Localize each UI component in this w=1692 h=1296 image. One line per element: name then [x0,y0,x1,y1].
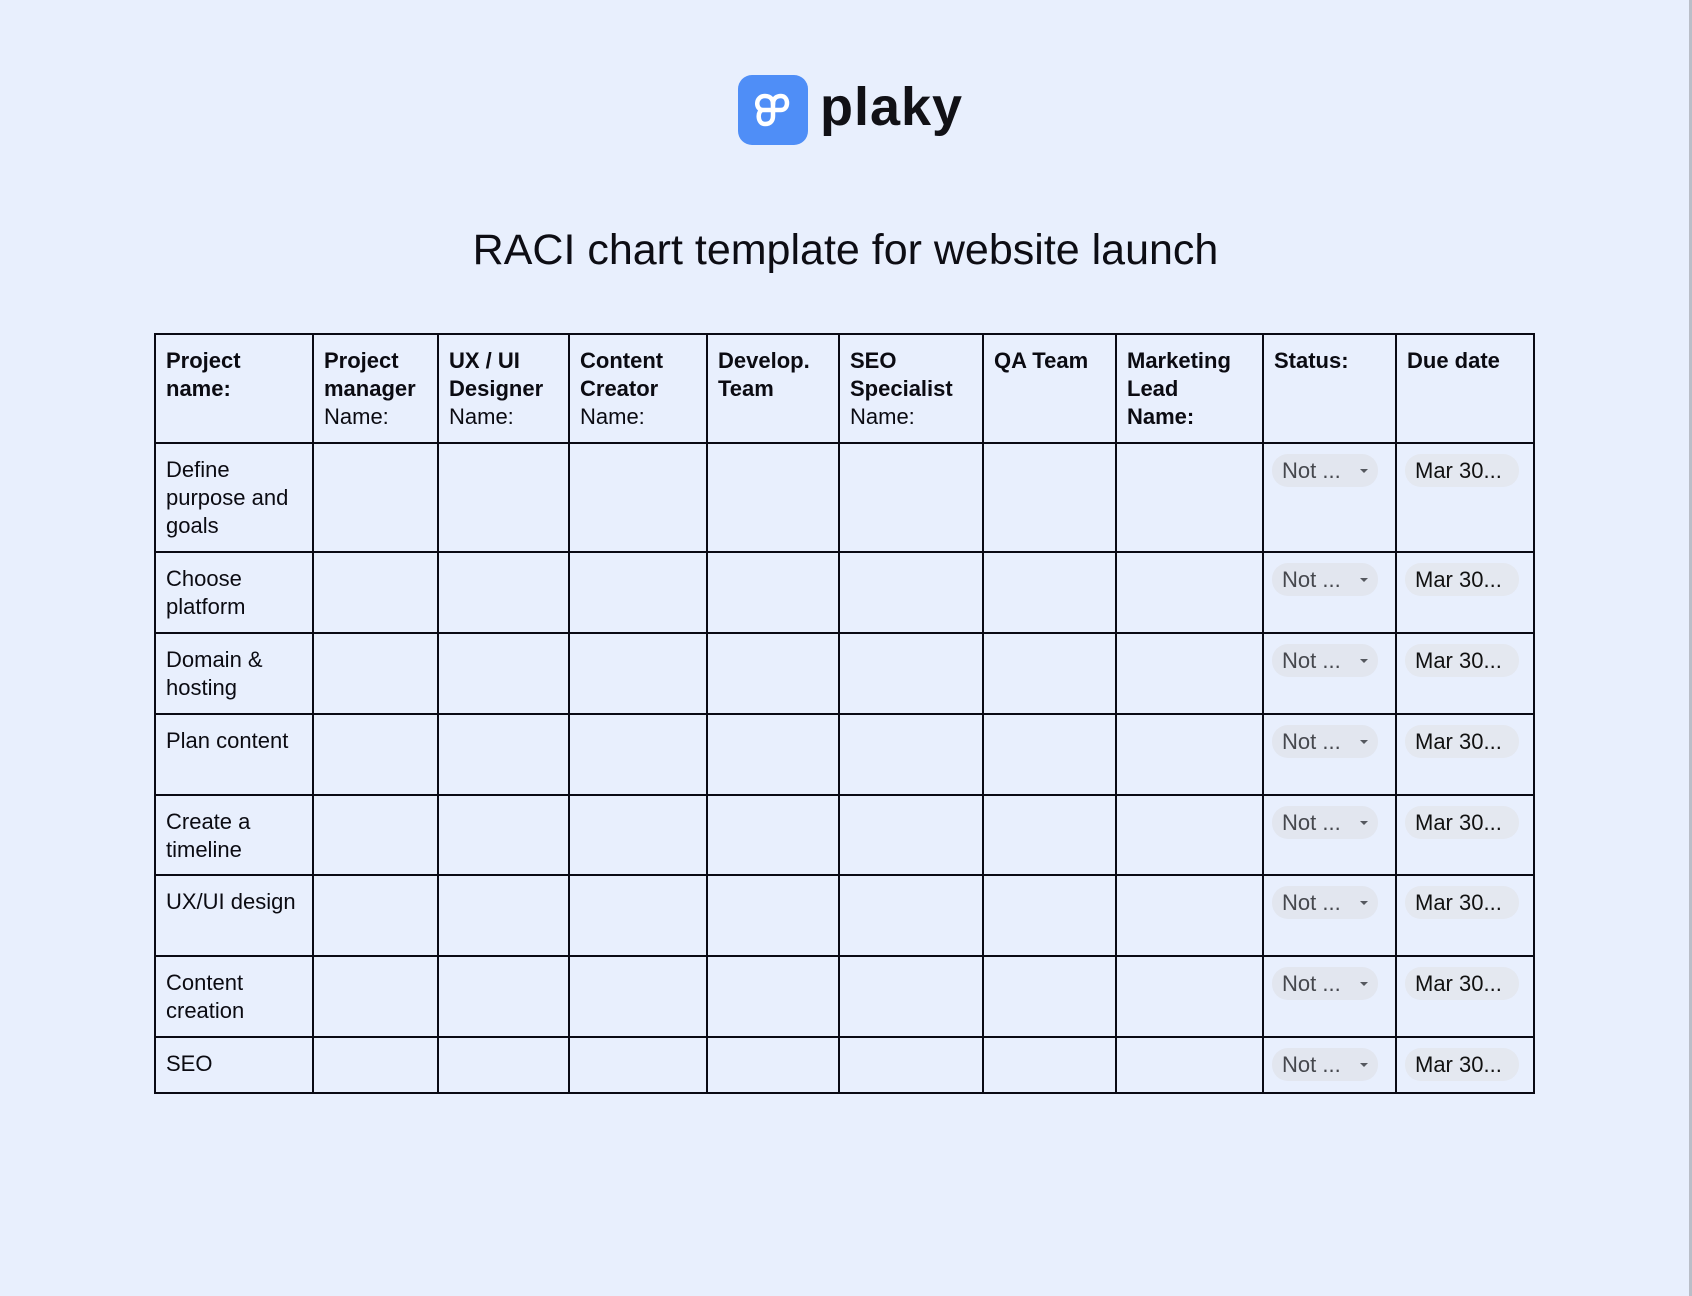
content-creator-cell[interactable] [569,552,707,633]
status-cell [1263,875,1396,956]
content-creator-cell[interactable] [569,1037,707,1093]
seo-specialist-cell[interactable] [839,552,983,633]
caret-down-icon [1360,659,1368,663]
due-date-chip[interactable]: Mar 30... [1405,967,1519,1000]
status-value: Not ... [1282,647,1341,673]
develop-team-cell[interactable] [707,443,839,552]
column-header-status: Status: [1263,334,1396,443]
column-header-project-name: Project name: [155,334,313,443]
seo-specialist-cell[interactable] [839,875,983,956]
status-cell [1263,552,1396,633]
ux-ui-designer-cell[interactable] [438,714,569,795]
content-creator-cell[interactable] [569,633,707,714]
seo-specialist-cell[interactable] [839,443,983,552]
table-row [155,795,1534,875]
seo-specialist-cell[interactable] [839,714,983,795]
table-row [155,1037,1534,1093]
table-row [155,956,1534,1037]
status-value: Not ... [1282,1051,1341,1077]
caret-down-icon [1360,1063,1368,1067]
status-cell [1263,443,1396,552]
develop-team-cell[interactable] [707,956,839,1037]
caret-down-icon [1360,740,1368,744]
caret-down-icon [1360,821,1368,825]
task-cell: UX/UI design [155,875,313,956]
qa-team-cell[interactable] [983,795,1116,875]
status-cell [1263,633,1396,714]
column-header-marketing-lead: Marketing Lead Name: [1116,334,1263,443]
task-cell: Plan content [155,714,313,795]
table-row [155,443,1534,552]
marketing-lead-cell[interactable] [1116,552,1263,633]
status-value: Not ... [1282,889,1341,915]
qa-team-cell[interactable] [983,875,1116,956]
status-cell [1263,956,1396,1037]
due-date-chip[interactable]: Mar 30... [1405,563,1519,596]
qa-team-cell[interactable] [983,443,1116,552]
seo-specialist-cell[interactable] [839,956,983,1037]
content-creator-cell[interactable] [569,443,707,552]
marketing-lead-cell[interactable] [1116,875,1263,956]
status-value: Not ... [1282,728,1341,754]
due-date-cell [1396,714,1534,795]
ux-ui-designer-cell[interactable] [438,552,569,633]
content-creator-cell[interactable] [569,956,707,1037]
ux-ui-designer-cell[interactable] [438,956,569,1037]
qa-team-cell[interactable] [983,1037,1116,1093]
table-row [155,714,1534,795]
marketing-lead-cell[interactable] [1116,795,1263,875]
due-date-cell [1396,443,1534,552]
due-date-cell [1396,795,1534,875]
due-date-chip[interactable]: Mar 30... [1405,725,1519,758]
marketing-lead-cell[interactable] [1116,714,1263,795]
raci-table [154,333,1535,1094]
task-cell: Create a timeline [155,795,313,875]
qa-team-cell[interactable] [983,552,1116,633]
status-value: Not ... [1282,970,1341,996]
marketing-lead-cell[interactable] [1116,633,1263,714]
develop-team-cell[interactable] [707,633,839,714]
due-date-chip[interactable]: Mar 30... [1405,806,1519,839]
develop-team-cell[interactable] [707,875,839,956]
project-manager-cell[interactable] [313,875,438,956]
seo-specialist-cell[interactable] [839,1037,983,1093]
table-row [155,875,1534,956]
qa-team-cell[interactable] [983,633,1116,714]
task-cell: Domain & hosting [155,633,313,714]
plaky-logo-icon [738,75,808,145]
status-dropdown[interactable] [1272,454,1378,487]
content-creator-cell[interactable] [569,875,707,956]
project-manager-cell[interactable] [313,443,438,552]
seo-specialist-cell[interactable] [839,795,983,875]
qa-team-cell[interactable] [983,956,1116,1037]
status-dropdown[interactable] [1272,967,1378,1000]
table-row [155,633,1534,714]
project-manager-cell[interactable] [313,633,438,714]
due-date-cell [1396,633,1534,714]
ux-ui-designer-cell[interactable] [438,875,569,956]
project-manager-cell[interactable] [313,1037,438,1093]
marketing-lead-cell[interactable] [1116,1037,1263,1093]
status-value: Not ... [1282,457,1341,483]
status-cell [1263,1037,1396,1093]
status-value: Not ... [1282,566,1341,592]
status-dropdown[interactable] [1272,563,1378,596]
project-manager-cell[interactable] [313,552,438,633]
due-date-cell [1396,1037,1534,1093]
column-header-project-manager: Project manager Name: [313,334,438,443]
due-date-cell [1396,875,1534,956]
develop-team-cell[interactable] [707,714,839,795]
qa-team-cell[interactable] [983,714,1116,795]
content-creator-cell[interactable] [569,795,707,875]
caret-down-icon [1360,578,1368,582]
brand-name: plaky [820,77,964,137]
task-cell: Define purpose and goals [155,443,313,552]
status-value: Not ... [1282,809,1341,835]
status-dropdown[interactable] [1272,886,1378,919]
table-row [155,552,1534,633]
status-cell [1263,714,1396,795]
project-manager-cell[interactable] [313,795,438,875]
ux-ui-designer-cell[interactable] [438,1037,569,1093]
status-dropdown[interactable] [1272,806,1378,839]
caret-down-icon [1360,982,1368,986]
due-date-chip[interactable]: Mar 30... [1405,1048,1519,1081]
develop-team-cell[interactable] [707,552,839,633]
column-header-develop-team: Develop. Team [707,334,839,443]
ux-ui-designer-cell[interactable] [438,443,569,552]
column-header-content-creator: Content Creator Name: [569,334,707,443]
due-date-chip[interactable]: Mar 30... [1405,644,1519,677]
task-cell: Content creation [155,956,313,1037]
page-title: RACI chart template for website launch [472,226,1219,274]
column-header-qa-team: QA Team [983,334,1116,443]
due-date-chip[interactable]: Mar 30... [1405,886,1519,919]
task-cell: SEO [155,1037,313,1093]
column-header-ux-ui-designer: UX / UI Designer Name: [438,334,569,443]
table-header-row [155,334,1534,443]
brand-logo [738,75,963,145]
due-date-cell [1396,956,1534,1037]
status-dropdown[interactable] [1272,644,1378,677]
status-dropdown[interactable] [1272,725,1378,758]
task-cell: Choose platform [155,552,313,633]
column-header-due-date: Due date [1396,334,1534,443]
ux-ui-designer-cell[interactable] [438,633,569,714]
seo-specialist-cell[interactable] [839,633,983,714]
caret-down-icon [1360,901,1368,905]
project-manager-cell[interactable] [313,714,438,795]
marketing-lead-cell[interactable] [1116,443,1263,552]
status-dropdown[interactable] [1272,1048,1378,1081]
project-manager-cell[interactable] [313,956,438,1037]
content-creator-cell[interactable] [569,714,707,795]
develop-team-cell[interactable] [707,1037,839,1093]
caret-down-icon [1360,469,1368,473]
column-header-seo-specialist: SEO Specialist Name: [839,334,983,443]
develop-team-cell[interactable] [707,795,839,875]
due-date-cell [1396,552,1534,633]
ux-ui-designer-cell[interactable] [438,795,569,875]
status-cell [1263,795,1396,875]
marketing-lead-cell[interactable] [1116,956,1263,1037]
due-date-chip[interactable]: Mar 30... [1405,454,1519,487]
